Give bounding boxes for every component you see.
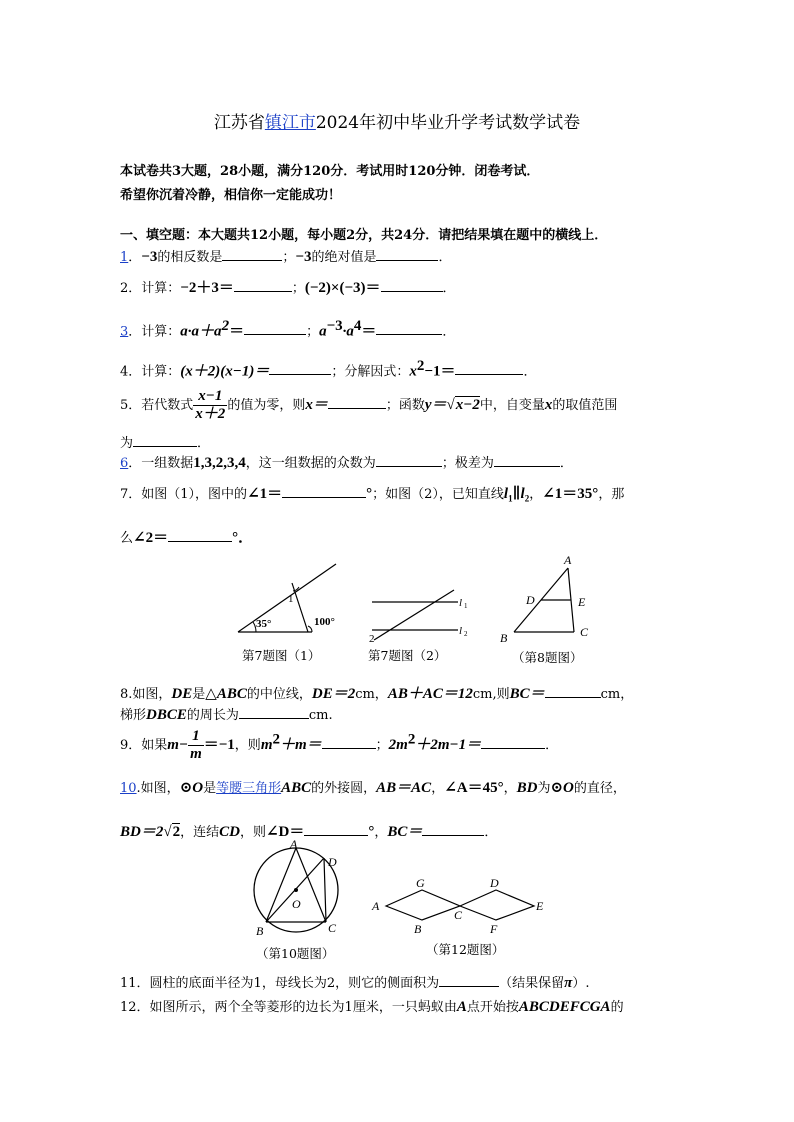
question-10: 10.如图，⊙O是等腰三角形ABC的外接圆，AB＝AC，∠A＝45°，BD为⊙O的直径， bbox=[120, 780, 626, 796]
figure-7-2-caption: 第7题图（2） bbox=[368, 648, 447, 663]
answer-blank[interactable] bbox=[322, 736, 376, 749]
figure-12 bbox=[366, 872, 556, 936]
q10-number-link[interactable]: 10 bbox=[120, 781, 137, 796]
fig12-D: D bbox=[490, 876, 499, 890]
fig10-A: A bbox=[290, 838, 298, 851]
fig8-D: D bbox=[526, 593, 535, 607]
fig12-B: B bbox=[414, 922, 422, 936]
question-3: 3．计算：$a\cdot a+a^2=$ ；$a^{-3}\cdot a^4=$ ． bbox=[120, 318, 456, 340]
figure-7-1-caption: 第7题图（1） bbox=[242, 648, 321, 663]
isosceles-triangle-link[interactable]: 等腰三角形 bbox=[216, 781, 282, 796]
fig12-A: A bbox=[372, 899, 380, 913]
figure-10 bbox=[246, 838, 346, 942]
fig10-B: B bbox=[256, 924, 264, 938]
question-5-cont: 为 ． bbox=[120, 436, 211, 451]
question-5: 5．若代数式 $\frac{x-1}{x+2}$ 的值为零，则x＝ ；函数y＝√x−2中，自变量x的取值范围 bbox=[120, 388, 618, 422]
fig7-1-ext-label: 100° bbox=[314, 616, 335, 628]
answer-blank[interactable] bbox=[494, 454, 560, 467]
page-title: 江苏省镇江市2024年初中毕业升学考试数学试卷 bbox=[213, 113, 581, 133]
city-link[interactable]: 镇江市 bbox=[264, 113, 316, 133]
fig12-F: F bbox=[490, 922, 498, 936]
figure-8 bbox=[494, 550, 594, 646]
answer-blank[interactable] bbox=[376, 322, 442, 335]
answer-blank[interactable] bbox=[168, 529, 232, 542]
question-4: 4．计算：(x＋2)(x−1)＝ ；分解因式：$x^2-1=$ ． bbox=[120, 358, 537, 380]
figure-12-caption: （第12题图） bbox=[426, 942, 505, 957]
fig10-C: C bbox=[328, 921, 337, 935]
question-10-cont: BD＝2√2，连结CD，则∠D＝ °，BC＝ ． bbox=[120, 824, 498, 840]
fig12-G: G bbox=[416, 876, 425, 890]
fig7-1-angle-label: 35° bbox=[256, 618, 272, 630]
fig10-O: O bbox=[292, 897, 301, 911]
question-6: 6．一组数据1,3,2,3,4，这一组数据的众数为 ；极差为 ． bbox=[120, 455, 573, 471]
intro-line-2: 希望你沉着冷静，相信你一定能成功！ bbox=[120, 188, 342, 203]
answer-blank[interactable] bbox=[328, 396, 386, 409]
fig10-D: D bbox=[328, 855, 337, 869]
q1-number-link[interactable]: 1 bbox=[120, 250, 129, 265]
answer-blank[interactable] bbox=[269, 362, 331, 375]
answer-blank[interactable] bbox=[239, 706, 309, 719]
fig8-E: E bbox=[578, 595, 586, 609]
q3-number-link[interactable]: 3 bbox=[120, 324, 129, 340]
fraction: $\frac{x-1}{x+2}$ bbox=[195, 388, 226, 422]
fig7-1-label-1: 1 bbox=[288, 593, 294, 605]
fig8-C: C bbox=[580, 625, 589, 639]
answer-blank[interactable] bbox=[545, 685, 601, 698]
answer-blank[interactable] bbox=[133, 434, 197, 447]
question-7: 7．如图（1），图中的∠1＝ °；如图（2），已知直线$l_1\parallel l_2$，∠1＝35°，那 bbox=[120, 486, 625, 504]
answer-blank[interactable] bbox=[304, 823, 368, 836]
question-12: 12．如图所示，两个全等菱形的边长为1厘米，一只蚂蚁由A点开始按ABCDEFCGA的 bbox=[120, 999, 624, 1015]
answer-blank[interactable] bbox=[376, 248, 438, 261]
answer-blank[interactable] bbox=[234, 279, 292, 292]
fig7-2-label-2: 2 bbox=[369, 633, 375, 645]
figure-8-caption: （第8题图） bbox=[512, 650, 583, 665]
section-heading: 一、填空题：本大题共12小题，每小题2分，共24分．请把结果填在题中的横线上． bbox=[120, 228, 608, 243]
figure-10-caption: （第10题图） bbox=[256, 946, 335, 961]
question-9: 9．如果m− $\frac{1}{m}$ ＝−1，则$m^2+m=$ ；$2m^2+2m-1=$ ． bbox=[120, 728, 559, 762]
answer-blank[interactable] bbox=[282, 485, 366, 498]
answer-blank[interactable] bbox=[244, 322, 306, 335]
figure-7-2 bbox=[366, 586, 476, 646]
answer-blank[interactable] bbox=[381, 279, 443, 292]
answer-blank[interactable] bbox=[376, 454, 442, 467]
question-8: 8.如图，DE是△ABC的中位线，DE＝2cm，AB＋AC＝12cm,则BC＝ cm， bbox=[120, 686, 634, 702]
fig7-2-l1: l bbox=[459, 597, 463, 609]
fig12-C: C bbox=[454, 908, 463, 922]
answer-blank[interactable] bbox=[481, 736, 545, 749]
fig12-E: E bbox=[536, 899, 544, 913]
question-7-cont: 么∠2＝ °． bbox=[120, 530, 254, 546]
question-8-cont: 梯形DBCE的周长为 cm. bbox=[120, 707, 333, 723]
svg-text:2: 2 bbox=[464, 630, 468, 638]
fig7-2-l2: l bbox=[459, 625, 463, 637]
answer-blank[interactable] bbox=[422, 823, 484, 836]
fig8-A: A bbox=[564, 553, 572, 567]
q6-number-link[interactable]: 6 bbox=[120, 456, 129, 471]
fig8-B: B bbox=[500, 631, 508, 645]
answer-blank[interactable] bbox=[222, 248, 282, 261]
fraction: $\frac{1}{m}$ bbox=[190, 728, 202, 762]
question-1: 1．−3的相反数是 ；−3的绝对值是 ． bbox=[120, 249, 452, 265]
figure-7-1 bbox=[232, 560, 344, 640]
question-2: 2．计算：−2＋3＝ ；(−2)×(−3)＝ ． bbox=[120, 280, 456, 296]
intro-line-1: 本试卷共3大题，28小题，满分120分．考试用时120分钟．闭卷考试． bbox=[120, 164, 540, 179]
question-11: 11．圆柱的底面半径为1，母线长为2，则它的侧面积为 （结果保留π）. bbox=[120, 975, 590, 991]
answer-blank[interactable] bbox=[455, 362, 523, 375]
svg-text:1: 1 bbox=[464, 602, 468, 610]
answer-blank[interactable] bbox=[439, 974, 499, 987]
